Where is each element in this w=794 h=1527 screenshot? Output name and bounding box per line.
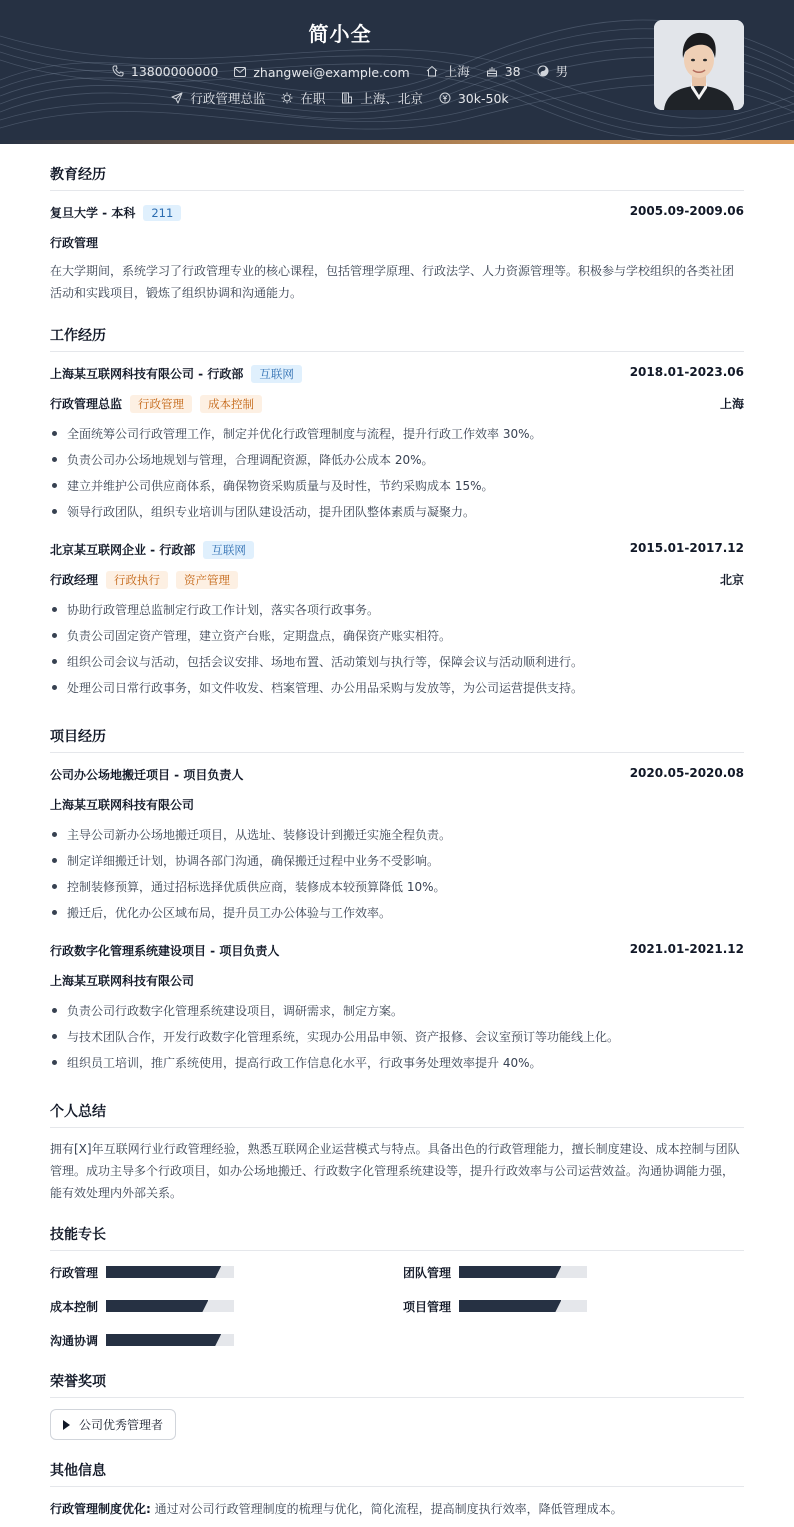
skill-label: 项目管理 xyxy=(403,1300,452,1314)
header-accent-stripe xyxy=(0,140,794,144)
role-tag: 资产管理 xyxy=(176,571,238,589)
award-label: 公司优秀管理者 xyxy=(79,1418,164,1432)
target-city-item xyxy=(341,89,423,107)
project-bullet: 搬迁后，优化办公区域布局，提升员工办公体验与工作效率。 xyxy=(50,904,744,921)
job-bullet: 处理公司日常行政事务，如文件收发、档案管理、办公用品采购与发放等，为公司运营提供支持。 xyxy=(50,679,744,696)
section-title-work: 工作经历 xyxy=(50,325,744,352)
target-city-text: 上海、北京 xyxy=(360,91,423,106)
city-text: 上海 xyxy=(444,64,470,79)
project-bullet: 组织员工培训，推广系统使用，提高行政工作信息化水平，行政事务处理效率提升 40%。 xyxy=(50,1054,744,1071)
status-item xyxy=(281,89,325,107)
industry-tag: 互联网 xyxy=(251,365,302,383)
phone-text: 13800000000 xyxy=(130,63,219,79)
role-name: 行政管理总监 xyxy=(50,397,123,411)
project-date: 2020.05-2020.08 xyxy=(629,766,744,780)
skill-bar xyxy=(106,1334,234,1346)
cake-icon xyxy=(486,65,498,77)
job-company xyxy=(50,365,302,383)
education-date: 2005.09-2009.06 xyxy=(629,204,744,218)
skill-label: 行政管理 xyxy=(50,1266,99,1280)
home-icon xyxy=(426,65,438,77)
job-company xyxy=(50,541,254,559)
job-bullet: 组织公司会议与活动，包括会议安排、场地布置、活动策划与执行等，保障会议与活动顺利进行。 xyxy=(50,653,744,670)
project-bullet: 与技术团队合作，开发行政数字化管理系统，实现办公用品申领、资产报修、会议室预订等功能线上化。 xyxy=(50,1028,744,1045)
skill-bar xyxy=(459,1300,587,1312)
salary-item xyxy=(439,91,509,106)
city-item xyxy=(426,62,470,80)
project-org: 上海某互联网科技有限公司 xyxy=(50,974,195,988)
profile-photo xyxy=(654,20,744,110)
school-tag: 211 xyxy=(143,205,181,221)
candidate-name: 简小全 xyxy=(308,22,372,46)
job-bullet: 负责公司固定资产管理，建立资产台账，定期盘点，确保资产账实相符。 xyxy=(50,627,744,644)
resume-header xyxy=(0,0,794,140)
section-title-other: 其他信息 xyxy=(50,1460,744,1487)
phone-item xyxy=(112,64,218,79)
age-item xyxy=(486,64,521,79)
skill-bar xyxy=(106,1266,234,1278)
skill-label: 成本控制 xyxy=(50,1300,99,1314)
building-icon xyxy=(341,92,353,104)
role-name: 行政经理 xyxy=(50,573,99,587)
expand-triangle-icon xyxy=(63,1420,70,1430)
phone-icon xyxy=(112,65,124,77)
age-text: 38 xyxy=(504,63,521,79)
position-item xyxy=(171,89,265,107)
job-bullet: 建立并维护公司供应商体系，确保物资采购质量与及时性，节约采购成本 15%。 xyxy=(50,477,744,494)
section-title-projects: 项目经历 xyxy=(50,726,744,753)
role-tag: 成本控制 xyxy=(200,395,262,413)
email-item xyxy=(234,65,409,80)
avatar-portrait xyxy=(654,20,744,110)
job-bullet: 负责公司办公场地规划与管理，合理调配资源，降低办公成本 20%。 xyxy=(50,451,744,468)
project-bullet: 控制装修预算，通过招标选择优质供应商，装修成本较预算降低 10%。 xyxy=(50,878,744,895)
project-bullet: 制定详细搬迁计划，协调各部门沟通，确保搬迁过程中业务不受影响。 xyxy=(50,852,744,869)
project-bullet: 负责公司行政数字化管理系统建设项目，调研需求，制定方案。 xyxy=(50,1002,744,1019)
award-item[interactable] xyxy=(50,1409,176,1440)
project-name: 行政数字化管理系统建设项目 - 项目负责人 xyxy=(50,944,280,958)
company-name: 北京某互联网企业 - 行政部 xyxy=(50,543,196,557)
role-tag: 行政管理 xyxy=(130,395,192,413)
skill-bar xyxy=(106,1300,234,1312)
gender-icon xyxy=(537,65,549,77)
skill-label: 团队管理 xyxy=(403,1266,452,1280)
job-location: 北京 xyxy=(719,573,744,587)
summary-text: 拥有[X]年互联网行业行政管理经验，熟悉互联网企业运营模式与特点。具备出色的行政管理能力，擅长制度建设、成本控制与团队管理。成功主导多个行政项目，如办公场地搬迁、行政数字化管理系统建设等，提升行政效率与公司运营效益。沟通协调能力强，能有效处理内外部关系。 xyxy=(50,1142,740,1200)
mail-icon xyxy=(234,67,246,77)
job-date: 2018.01-2023.06 xyxy=(629,365,744,379)
gender-text: 男 xyxy=(555,64,569,79)
job-role xyxy=(50,571,238,589)
project-name: 公司办公场地搬迁项目 - 项目负责人 xyxy=(50,768,244,782)
other-info-label: 行政管理制度优化: xyxy=(50,1502,151,1516)
other-info-line xyxy=(50,1500,623,1517)
school-name: 复旦大学 - 本科 xyxy=(50,206,136,220)
other-info-text: 通过对公司行政管理制度的梳理与优化，简化流程，提高制度执行效率，降低管理成本。 xyxy=(154,1502,623,1516)
company-name: 上海某互联网科技有限公司 - 行政部 xyxy=(50,367,244,381)
section-title-awards: 荣誉奖项 xyxy=(50,1371,744,1398)
job-location: 上海 xyxy=(719,397,744,411)
job-bullet: 协助行政管理总监制定行政工作计划，落实各项行政事务。 xyxy=(50,601,744,618)
send-icon xyxy=(171,92,183,104)
project-org: 上海某互联网科技有限公司 xyxy=(50,798,195,812)
job-bullet: 领导行政团队，组织专业培训与团队建设活动，提升团队整体素质与凝聚力。 xyxy=(50,503,744,520)
money-icon xyxy=(439,92,451,104)
role-tag: 行政执行 xyxy=(106,571,168,589)
education-major: 行政管理 xyxy=(50,236,99,250)
position-text: 行政管理总监 xyxy=(190,91,266,106)
education-school xyxy=(50,204,181,221)
salary-text: 30k-50k xyxy=(457,90,509,106)
project-bullet: 主导公司新办公场地搬迁项目，从选址、装修设计到搬迁实施全程负责。 xyxy=(50,826,744,843)
email-text: zhangwei@example.com xyxy=(253,64,410,80)
education-description: 在大学期间，系统学习了行政管理专业的核心课程，包括管理学原理、行政法学、人力资源管理等。积极参与学校组织的各类社团活动和实践项目，锻炼了组织协调和沟通能力。 xyxy=(50,264,735,300)
industry-tag: 互联网 xyxy=(203,541,254,559)
project-date: 2021.01-2021.12 xyxy=(629,942,744,956)
job-intent-row xyxy=(0,89,680,107)
skill-label: 沟通协调 xyxy=(50,1334,99,1348)
gender-item xyxy=(537,62,569,80)
status-icon xyxy=(281,92,293,104)
section-title-summary: 个人总结 xyxy=(50,1101,744,1128)
section-title-skills: 技能专长 xyxy=(50,1224,744,1251)
job-bullet: 全面统筹公司行政管理工作，制定并优化行政管理制度与流程，提升行政工作效率 30%。 xyxy=(50,425,744,442)
section-title-education: 教育经历 xyxy=(50,164,744,191)
job-role xyxy=(50,395,262,413)
job-date: 2015.01-2017.12 xyxy=(629,541,744,555)
skill-bar xyxy=(459,1266,587,1278)
contact-row xyxy=(0,62,680,80)
status-text: 在职 xyxy=(300,91,326,106)
